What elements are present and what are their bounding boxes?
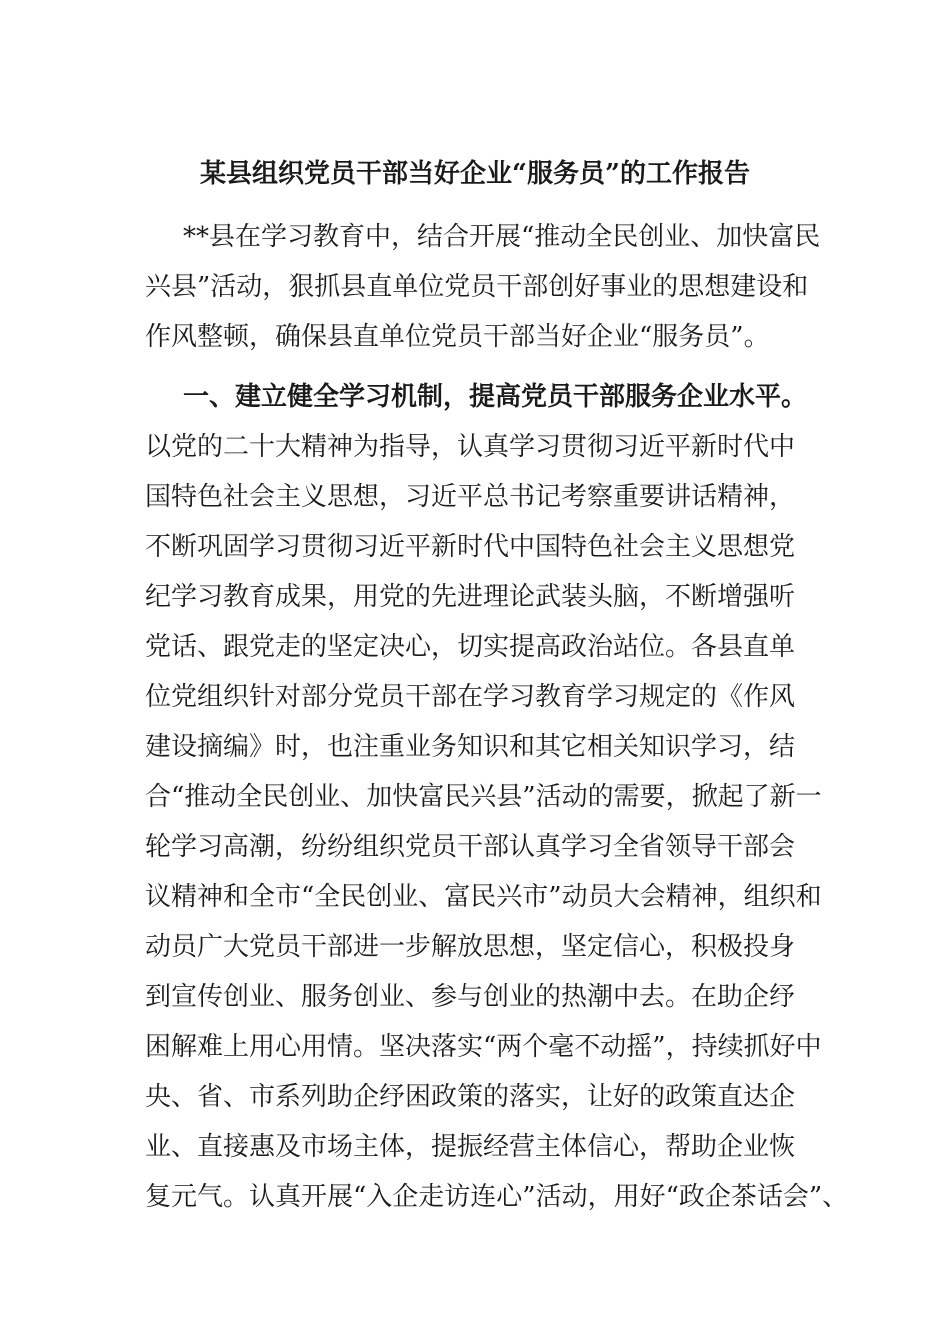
intro-paragraph xyxy=(145,212,825,362)
paragraph-line: 位党组织针对部分党员干部在学习教育学习规定的《作风 xyxy=(145,682,796,712)
paragraph-line: 困解难上用心用情。坚决落实“两个毫不动摇”，持续抓好中 xyxy=(145,1032,822,1062)
paragraph-line: 复元气。认真开展“入企走访连心”活动，用好“政企茶话会”、 xyxy=(145,1182,849,1212)
paragraph-line: 到宣传创业、服务创业、参与创业的热潮中去。在助企纾 xyxy=(145,982,796,1012)
section-heading: 一、建立健全学习机制，提高党员干部服务企业水平。 xyxy=(183,382,808,412)
paragraph-line: 以党的二十大精神为指导，认真学习贯彻习近平新时代中 xyxy=(145,432,796,462)
paragraph-line: 国特色社会主义思想，习近平总书记考察重要讲话精神， xyxy=(145,482,796,512)
document-title: 某县组织党员干部当好企业“服务员”的工作报告 xyxy=(200,159,750,189)
paragraph-line: 动员广大党员干部进一步解放思想，坚定信心，积极投身 xyxy=(145,932,796,962)
paragraph-line: 合“推动全民创业、加快富民兴县”活动的需要，掀起了新一 xyxy=(145,782,822,812)
section-1-paragraph xyxy=(145,372,849,1222)
paragraph-line: **县在学习教育中，结合开展“推动全民创业、加快富民 xyxy=(183,222,821,252)
paragraph-line: 纪学习教育成果，用党的先进理论武装头脑，不断增强听 xyxy=(145,582,796,612)
paragraph-line: 建设摘编》时，也注重业务知识和其它相关知识学习，结 xyxy=(145,732,796,762)
paragraph-line: 不断巩固学习贯彻习近平新时代中国特色社会主义思想党 xyxy=(145,532,796,562)
paragraph-line: 议精神和全市“全民创业、富民兴市”动员大会精神，组织和 xyxy=(145,882,822,912)
paragraph-line: 兴县”活动，狠抓县直单位党员干部创好事业的思想建设和 xyxy=(145,272,809,302)
paragraph-line: 央、省、市系列助企纾困政策的落实，让好的政策直达企 xyxy=(145,1082,796,1112)
paragraph-line: 轮学习高潮，纷纷组织党员干部认真学习全省领导干部会 xyxy=(145,832,796,862)
paragraph-line: 作风整顿，确保县直单位党员干部当好企业“服务员”。 xyxy=(145,322,770,352)
paragraph-line: 党话、跟党走的坚定决心，切实提高政治站位。各县直单 xyxy=(145,632,796,662)
paragraph-line: 业、直接惠及市场主体，提振经营主体信心，帮助企业恢 xyxy=(145,1132,796,1162)
